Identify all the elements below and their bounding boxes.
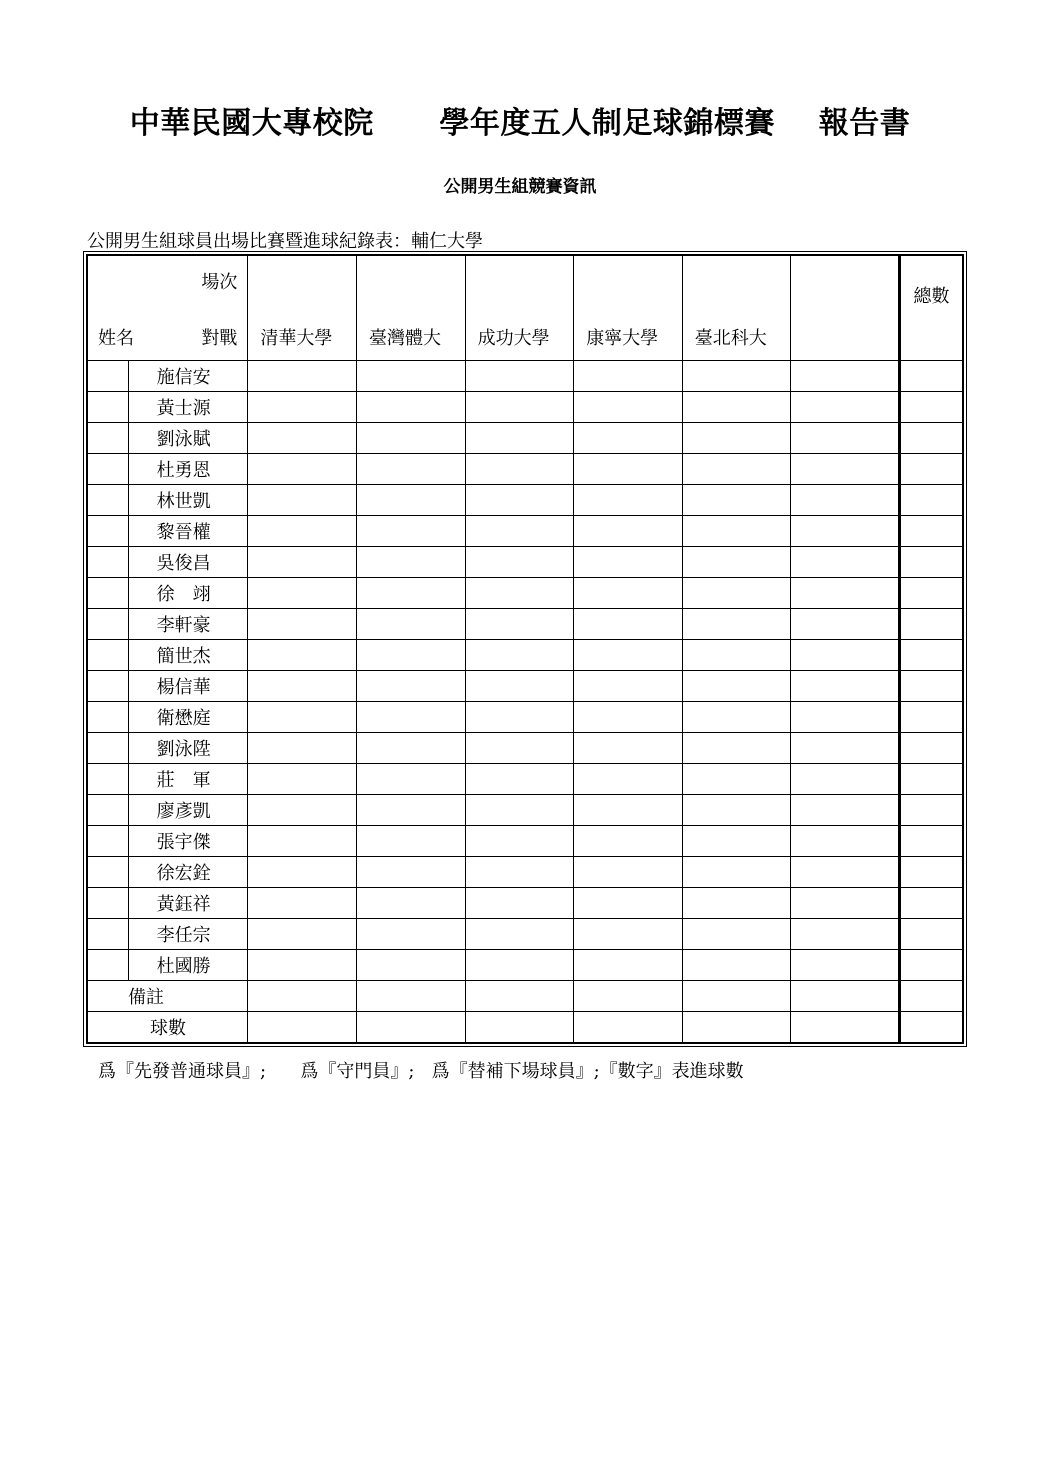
total-cell — [900, 423, 963, 454]
match-cell — [248, 764, 357, 795]
match-cell — [248, 702, 357, 733]
match-cell — [465, 454, 574, 485]
player-row — [88, 919, 963, 950]
match-cell — [248, 640, 357, 671]
match-cell — [356, 609, 465, 640]
match-cell — [791, 516, 900, 547]
document-subtitle: 公開男生組競賽資訊 — [443, 177, 597, 197]
match-cell — [682, 857, 791, 888]
match-cell — [791, 857, 900, 888]
match-cell — [682, 485, 791, 516]
player-name: 黃士源 — [128, 392, 248, 423]
match-cell — [791, 888, 900, 919]
player-row — [88, 516, 963, 547]
match-cell — [574, 485, 683, 516]
player-name: 李任宗 — [128, 919, 248, 950]
player-name: 楊信華 — [128, 671, 248, 702]
player-row — [88, 888, 963, 919]
match-cell — [465, 888, 574, 919]
opponent-header: 臺灣體大 — [356, 256, 465, 361]
total-cell — [900, 1012, 963, 1043]
player-row — [88, 454, 963, 485]
opponent-header: 成功大學 — [465, 256, 574, 361]
match-cell — [574, 1012, 683, 1043]
status-cell — [88, 392, 129, 423]
match-cell — [682, 516, 791, 547]
match-cell — [682, 950, 791, 981]
match-cell — [682, 888, 791, 919]
legend-text: 爲『先發普通球員』; 爲『守門員』; 爲『替補下場球員』;『數字』表進球數 — [98, 1061, 744, 1082]
match-cell — [682, 1012, 791, 1043]
player-name: 張宇傑 — [128, 826, 248, 857]
match-cell — [465, 578, 574, 609]
status-cell — [88, 640, 129, 671]
match-cell — [574, 640, 683, 671]
match-cell — [574, 547, 683, 578]
total-cell — [900, 640, 963, 671]
match-cell — [791, 919, 900, 950]
match-cell — [248, 578, 357, 609]
player-row — [88, 423, 963, 454]
corner-match-label: 場次 — [201, 272, 238, 293]
match-cell — [791, 609, 900, 640]
match-cell — [465, 981, 574, 1012]
document-title: 中華民國大專校院 學年度五人制足球錦標賽 報告書 — [129, 106, 911, 141]
status-cell — [88, 547, 129, 578]
player-row — [88, 733, 963, 764]
match-cell — [574, 578, 683, 609]
total-cell — [900, 857, 963, 888]
match-cell — [248, 547, 357, 578]
remark-row — [88, 981, 963, 1012]
total-header: 總數 — [900, 256, 963, 361]
match-cell — [465, 1012, 574, 1043]
match-cell — [248, 888, 357, 919]
match-cell — [248, 919, 357, 950]
status-cell — [88, 826, 129, 857]
match-cell — [356, 516, 465, 547]
match-cell — [574, 702, 683, 733]
total-cell — [900, 516, 963, 547]
record-sheet — [83, 251, 967, 1047]
player-row — [88, 795, 963, 826]
match-cell — [356, 547, 465, 578]
match-cell — [791, 702, 900, 733]
match-cell — [248, 795, 357, 826]
match-cell — [356, 361, 465, 392]
player-name: 廖彥凱 — [128, 795, 248, 826]
match-cell — [356, 795, 465, 826]
match-cell — [248, 361, 357, 392]
player-name: 簡世杰 — [128, 640, 248, 671]
status-cell — [88, 857, 129, 888]
player-record-table — [87, 255, 963, 1043]
total-cell — [900, 702, 963, 733]
match-cell — [791, 764, 900, 795]
player-name: 劉泳陞 — [128, 733, 248, 764]
match-cell — [248, 981, 357, 1012]
match-cell — [356, 950, 465, 981]
match-cell — [682, 361, 791, 392]
match-cell — [356, 671, 465, 702]
match-cell — [574, 609, 683, 640]
match-cell — [791, 392, 900, 423]
player-name: 杜國勝 — [128, 950, 248, 981]
player-name: 李軒豪 — [128, 609, 248, 640]
match-cell — [465, 702, 574, 733]
match-cell — [791, 981, 900, 1012]
table-caption: 公開男生組球員出場比賽暨進球紀錄表：輔仁大學 — [87, 231, 483, 252]
match-cell — [356, 981, 465, 1012]
match-cell — [465, 919, 574, 950]
player-name: 衛懋庭 — [128, 702, 248, 733]
match-cell — [465, 795, 574, 826]
match-cell — [465, 950, 574, 981]
opponent-header: 臺北科大 — [682, 256, 791, 361]
match-cell — [574, 826, 683, 857]
status-cell — [88, 795, 129, 826]
match-cell — [248, 826, 357, 857]
match-cell — [791, 795, 900, 826]
player-name: 徐宏銓 — [128, 857, 248, 888]
match-cell — [574, 857, 683, 888]
match-cell — [356, 826, 465, 857]
match-cell — [248, 423, 357, 454]
match-cell — [574, 981, 683, 1012]
match-cell — [356, 423, 465, 454]
player-row — [88, 764, 963, 795]
total-cell — [900, 392, 963, 423]
match-cell — [465, 733, 574, 764]
match-cell — [791, 454, 900, 485]
total-cell — [900, 826, 963, 857]
match-cell — [356, 764, 465, 795]
status-cell — [88, 485, 129, 516]
status-cell — [88, 516, 129, 547]
match-cell — [682, 702, 791, 733]
status-cell — [88, 764, 129, 795]
match-cell — [682, 640, 791, 671]
match-cell — [682, 764, 791, 795]
match-cell — [682, 578, 791, 609]
match-cell — [574, 516, 683, 547]
match-cell — [465, 609, 574, 640]
match-cell — [465, 516, 574, 547]
player-name: 劉泳賦 — [128, 423, 248, 454]
match-cell — [682, 454, 791, 485]
player-row — [88, 857, 963, 888]
match-cell — [356, 578, 465, 609]
match-cell — [791, 640, 900, 671]
match-cell — [248, 733, 357, 764]
player-name: 施信安 — [128, 361, 248, 392]
total-cell — [900, 671, 963, 702]
match-cell — [465, 640, 574, 671]
total-cell — [900, 361, 963, 392]
match-cell — [248, 857, 357, 888]
goals-row — [88, 1012, 963, 1043]
player-name: 林世凱 — [128, 485, 248, 516]
opponent-header: 康寧大學 — [574, 256, 683, 361]
total-cell — [900, 764, 963, 795]
player-row — [88, 640, 963, 671]
match-cell — [682, 609, 791, 640]
player-row — [88, 578, 963, 609]
total-cell — [900, 578, 963, 609]
match-cell — [356, 392, 465, 423]
match-cell — [465, 547, 574, 578]
match-cell — [682, 981, 791, 1012]
match-cell — [248, 485, 357, 516]
total-cell — [900, 609, 963, 640]
player-row — [88, 361, 963, 392]
match-cell — [682, 826, 791, 857]
match-cell — [465, 671, 574, 702]
match-cell — [574, 733, 683, 764]
player-row — [88, 702, 963, 733]
match-cell — [356, 1012, 465, 1043]
match-cell — [682, 671, 791, 702]
match-cell — [682, 423, 791, 454]
match-cell — [248, 950, 357, 981]
player-name: 杜勇恩 — [128, 454, 248, 485]
status-cell — [88, 733, 129, 764]
match-cell — [574, 423, 683, 454]
match-cell — [791, 547, 900, 578]
match-cell — [248, 454, 357, 485]
status-cell — [88, 361, 129, 392]
match-cell — [574, 671, 683, 702]
match-cell — [356, 485, 465, 516]
match-cell — [248, 609, 357, 640]
status-cell — [88, 919, 129, 950]
match-cell — [574, 919, 683, 950]
match-cell — [248, 516, 357, 547]
status-cell — [88, 578, 129, 609]
player-name: 黎晉權 — [128, 516, 248, 547]
player-row — [88, 547, 963, 578]
match-cell — [248, 671, 357, 702]
player-row — [88, 826, 963, 857]
total-cell — [900, 981, 963, 1012]
remark-label: 備註 — [88, 981, 248, 1012]
corner-opponent-label: 對戰 — [201, 328, 238, 349]
match-cell — [791, 423, 900, 454]
match-cell — [791, 950, 900, 981]
total-cell — [900, 733, 963, 764]
match-cell — [574, 392, 683, 423]
corner-cell — [88, 256, 248, 361]
player-row — [88, 609, 963, 640]
match-cell — [791, 826, 900, 857]
match-cell — [574, 795, 683, 826]
corner-name-label: 姓名 — [98, 328, 134, 349]
total-cell — [900, 888, 963, 919]
total-cell — [900, 454, 963, 485]
total-cell — [900, 485, 963, 516]
match-cell — [791, 578, 900, 609]
match-cell — [465, 423, 574, 454]
status-cell — [88, 950, 129, 981]
total-cell — [900, 919, 963, 950]
match-cell — [574, 454, 683, 485]
match-cell — [574, 950, 683, 981]
match-cell — [356, 640, 465, 671]
total-cell — [900, 950, 963, 981]
status-cell — [88, 609, 129, 640]
match-cell — [682, 919, 791, 950]
match-cell — [465, 361, 574, 392]
match-cell — [465, 485, 574, 516]
match-cell — [574, 361, 683, 392]
match-cell — [682, 795, 791, 826]
player-name: 黃鈺祥 — [128, 888, 248, 919]
total-cell — [900, 547, 963, 578]
match-cell — [791, 361, 900, 392]
goals-label: 球數 — [88, 1012, 248, 1043]
match-cell — [791, 1012, 900, 1043]
match-cell — [356, 733, 465, 764]
match-cell — [356, 919, 465, 950]
match-cell — [682, 547, 791, 578]
opponent-header: 清華大學 — [248, 256, 357, 361]
status-cell — [88, 423, 129, 454]
match-cell — [574, 764, 683, 795]
match-cell — [791, 733, 900, 764]
total-cell — [900, 795, 963, 826]
match-cell — [574, 888, 683, 919]
match-cell — [356, 702, 465, 733]
match-cell — [791, 671, 900, 702]
match-cell — [465, 826, 574, 857]
player-name: 莊 軍 — [128, 764, 248, 795]
player-row — [88, 392, 963, 423]
match-cell — [356, 888, 465, 919]
match-cell — [465, 857, 574, 888]
match-cell — [248, 1012, 357, 1043]
match-cell — [248, 392, 357, 423]
match-cell — [791, 485, 900, 516]
match-cell — [356, 454, 465, 485]
player-row — [88, 671, 963, 702]
status-cell — [88, 888, 129, 919]
status-cell — [88, 454, 129, 485]
status-cell — [88, 702, 129, 733]
player-row — [88, 950, 963, 981]
player-name: 徐 翊 — [128, 578, 248, 609]
player-name: 吳俊昌 — [128, 547, 248, 578]
header-row — [88, 256, 963, 361]
match-cell — [682, 392, 791, 423]
match-cell — [356, 857, 465, 888]
opponent-header — [791, 256, 900, 361]
match-cell — [465, 392, 574, 423]
match-cell — [465, 764, 574, 795]
status-cell — [88, 671, 129, 702]
match-cell — [682, 733, 791, 764]
player-row — [88, 485, 963, 516]
